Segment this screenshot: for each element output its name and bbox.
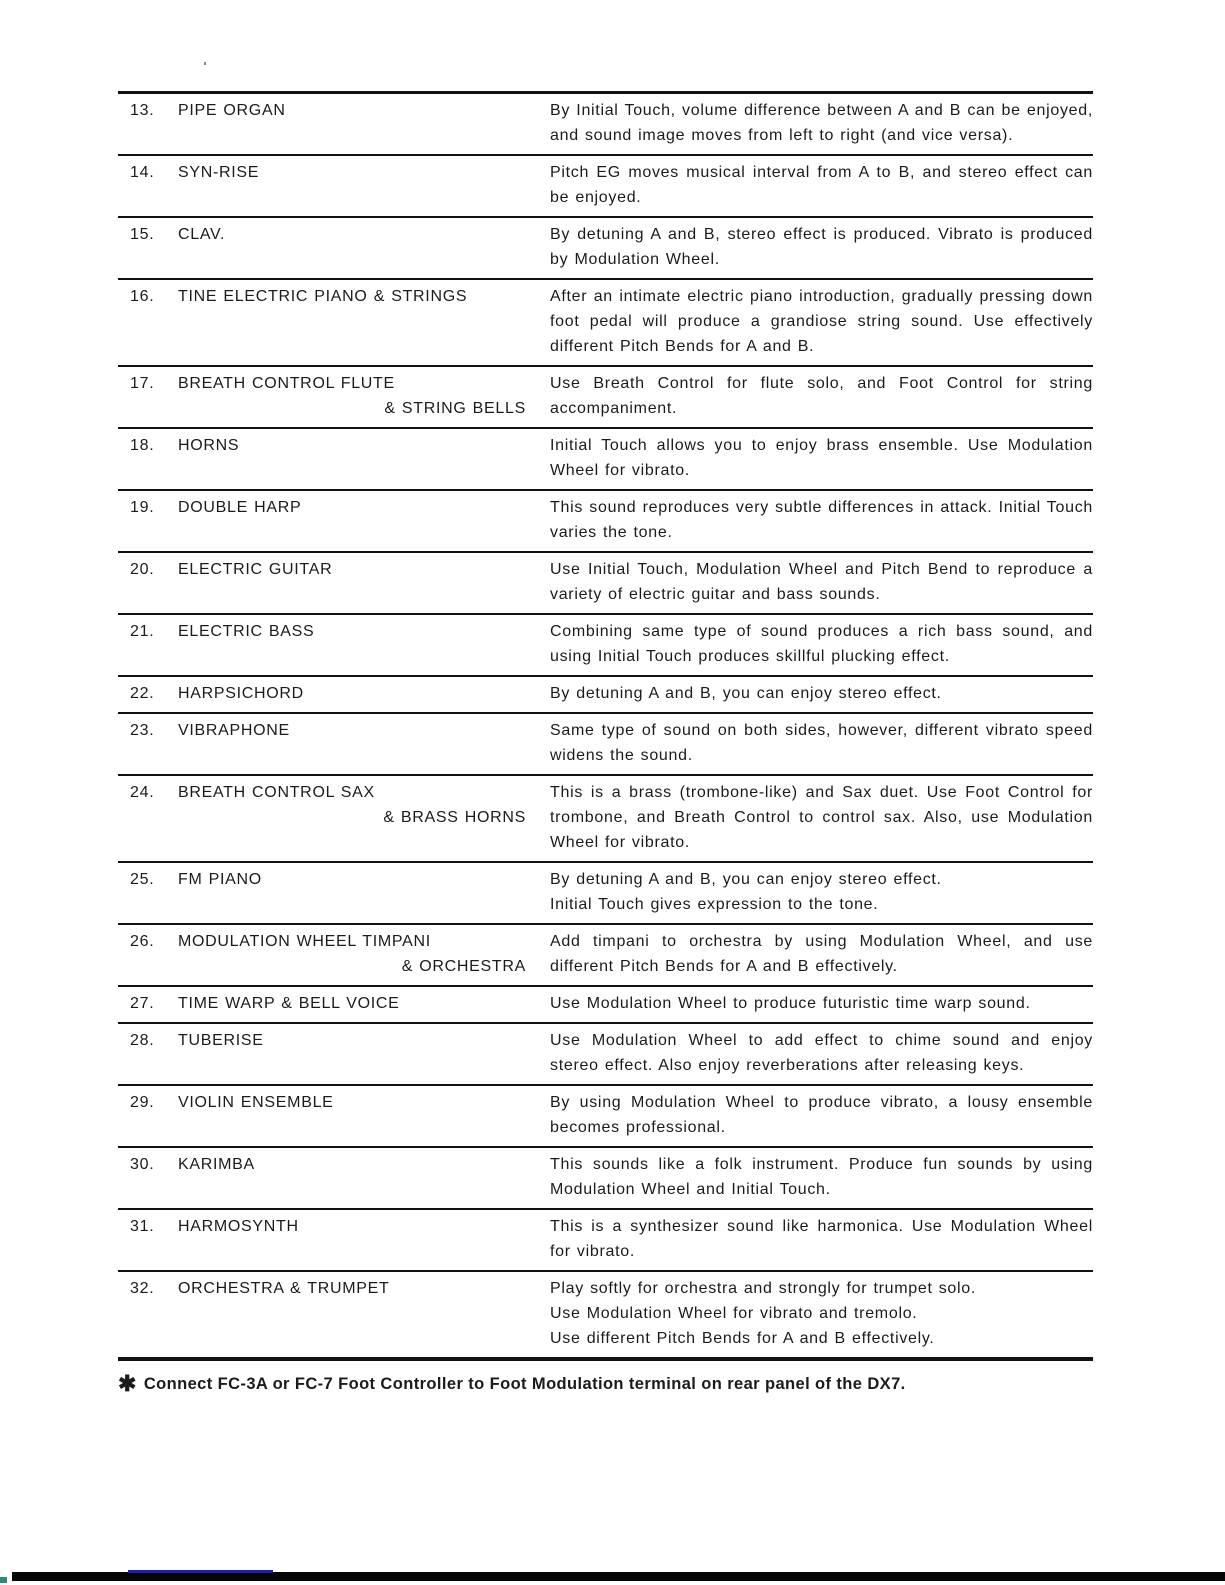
voice-name: VIBRAPHONE	[178, 722, 290, 739]
footnote-text: Connect FC-3A or FC-7 Foot Controller to Foot Modulation terminal on rear panel of the DX7.	[143, 1375, 906, 1393]
voice-name-block	[178, 160, 528, 210]
voice-number: 23.	[130, 722, 155, 739]
description-paragraph: This is a brass (trombone-like) and Sax duet. Use Foot Control for trombone, and Breath Control to control sax. Also, use Modulation Wheel for vibrato.	[550, 784, 1093, 851]
voice-name: KARIMBA	[178, 1156, 255, 1173]
voice-description	[528, 371, 1093, 421]
voice-name: CLAV.	[178, 226, 226, 243]
voice-name: MODULATION WHEEL TIMPANI	[178, 933, 431, 950]
table-row	[118, 1272, 1093, 1361]
voice-name-block	[178, 371, 528, 421]
table-row	[118, 491, 1093, 553]
voice-number: 19.	[130, 499, 155, 516]
voice-name: SYN-RISE	[178, 164, 260, 181]
table-row	[118, 429, 1093, 491]
voice-name-block	[178, 1152, 528, 1202]
description-paragraph: This sounds like a folk instrument. Produce fun sounds by using Modulation Wheel and Initial Touch.	[550, 1156, 1093, 1198]
voice-name: HORNS	[178, 437, 240, 454]
voice-name-block	[178, 1090, 528, 1140]
voice-number: 18.	[130, 437, 155, 454]
voice-description	[528, 557, 1093, 607]
voice-name-block	[178, 718, 528, 768]
table-row	[118, 280, 1093, 367]
voice-description	[528, 1152, 1093, 1202]
voice-name: ELECTRIC GUITAR	[178, 561, 333, 578]
voice-description	[528, 433, 1093, 483]
voice-number: 20.	[130, 561, 155, 578]
voice-description	[528, 619, 1093, 669]
table-row	[118, 1086, 1093, 1148]
voice-description	[528, 222, 1093, 272]
description-paragraph: Initial Touch gives expression to the tone.	[550, 896, 879, 913]
voice-name-block	[178, 1276, 528, 1351]
voice-name: HARPSICHORD	[178, 685, 304, 702]
voice-number: 31.	[130, 1218, 155, 1235]
voice-name: TUBERISE	[178, 1032, 264, 1049]
description-paragraph: Initial Touch allows you to enjoy brass ensemble. Use Modulation Wheel for vibrato.	[550, 437, 1093, 479]
description-paragraph: After an intimate electric piano introduction, gradually pressing down foot pedal will produce a grandiose string sound. Use effectively different Pitch Bends for A and B.	[550, 288, 1093, 355]
table-row	[118, 94, 1093, 156]
voice-name-line2: & ORCHESTRA	[401, 958, 526, 975]
description-paragraph: Play softly for orchestra and strongly for trumpet solo.	[550, 1280, 977, 1297]
table-row	[118, 156, 1093, 218]
table-row	[118, 677, 1093, 714]
voice-description	[528, 929, 1093, 979]
voice-name-block	[178, 557, 528, 607]
voice-name-line2: & STRING BELLS	[384, 400, 526, 417]
voice-description	[528, 991, 1093, 1016]
voice-name-block	[178, 495, 528, 545]
voice-name: ELECTRIC BASS	[178, 623, 315, 640]
voice-number: 21.	[130, 623, 155, 640]
voice-name: BREATH CONTROL SAX	[178, 784, 375, 801]
table-row	[118, 553, 1093, 615]
voice-number: 17.	[130, 375, 155, 392]
asterisk-icon: ✱	[118, 1371, 137, 1396]
voice-name-block	[178, 619, 528, 669]
voice-name-block	[178, 991, 528, 1016]
voice-number: 32.	[130, 1280, 155, 1297]
voice-name-line2: & BRASS HORNS	[383, 809, 526, 826]
voice-name: TINE ELECTRIC PIANO & STRINGS	[178, 288, 468, 305]
table-row	[118, 367, 1093, 429]
description-paragraph: Pitch EG moves musical interval from A to B, and stereo effect can be enjoyed.	[550, 164, 1093, 206]
voice-name: PIPE ORGAN	[178, 102, 286, 119]
voice-name-block	[178, 98, 528, 148]
voice-name-block	[178, 929, 528, 979]
voice-description	[528, 780, 1093, 855]
voice-name: TIME WARP & BELL VOICE	[178, 995, 400, 1012]
voice-name-block	[178, 433, 528, 483]
table-row	[118, 1148, 1093, 1210]
voice-name: ORCHESTRA & TRUMPET	[178, 1280, 390, 1297]
voice-description	[528, 1214, 1093, 1264]
voice-name-block	[178, 1214, 528, 1264]
voice-name-block	[178, 681, 528, 706]
voice-number: 28.	[130, 1032, 155, 1049]
voice-number: 29.	[130, 1094, 155, 1111]
description-paragraph: By Initial Touch, volume difference between A and B can be enjoyed, and sound image moves from left to right (and vice versa).	[550, 102, 1093, 144]
description-paragraph: This sound reproduces very subtle differences in attack. Initial Touch varies the tone.	[550, 499, 1093, 541]
scan-artifact-bar	[12, 1572, 1225, 1581]
voice-description	[528, 1028, 1093, 1078]
voice-number: 22.	[130, 685, 155, 702]
voice-name-block	[178, 222, 528, 272]
voice-description	[528, 160, 1093, 210]
voice-name: VIOLIN ENSEMBLE	[178, 1094, 334, 1111]
voice-description	[528, 98, 1093, 148]
table-row	[118, 987, 1093, 1024]
voice-name: BREATH CONTROL FLUTE	[178, 375, 395, 392]
description-paragraph: Combining same type of sound produces a rich bass sound, and using Initial Touch produces skillful plucking effect.	[550, 623, 1093, 665]
table-row	[118, 863, 1093, 925]
description-paragraph: By detuning A and B, stereo effect is produced. Vibrato is produced by Modulation Wheel.	[550, 226, 1093, 268]
description-paragraph: Use Modulation Wheel to produce futuristic time warp sound.	[550, 995, 1031, 1012]
description-paragraph: By detuning A and B, you can enjoy stereo effect.	[550, 685, 942, 702]
description-paragraph: Use Modulation Wheel for vibrato and tremolo.	[550, 1305, 918, 1322]
description-paragraph: Use Breath Control for flute solo, and Foot Control for string accompaniment.	[550, 375, 1093, 417]
voice-description	[528, 1276, 1093, 1351]
description-paragraph: Use different Pitch Bends for A and B effectively.	[550, 1330, 935, 1347]
table-row	[118, 925, 1093, 987]
voice-name-block	[178, 867, 528, 917]
table-row	[118, 1024, 1093, 1086]
voice-number: 15.	[130, 226, 155, 243]
description-paragraph: By using Modulation Wheel to produce vibrato, a lousy ensemble becomes professional.	[550, 1094, 1093, 1136]
voice-description	[528, 867, 1093, 917]
description-paragraph: Same type of sound on both sides, however, different vibrato speed widens the sound.	[550, 722, 1093, 764]
table-row	[118, 615, 1093, 677]
table-row	[118, 1210, 1093, 1272]
table-row	[118, 218, 1093, 280]
voice-name: FM PIANO	[178, 871, 262, 888]
voice-number: 27.	[130, 995, 155, 1012]
voice-name: DOUBLE HARP	[178, 499, 302, 516]
scan-artifact-corner-dot	[0, 1577, 7, 1583]
voice-number: 24.	[130, 784, 155, 801]
voice-name-block	[178, 1028, 528, 1078]
description-paragraph: By detuning A and B, you can enjoy stereo effect.	[550, 871, 942, 888]
voice-number: 13.	[130, 102, 155, 119]
voice-number: 16.	[130, 288, 155, 305]
table-row	[118, 776, 1093, 863]
description-paragraph: Use Modulation Wheel to add effect to chime sound and enjoy stereo effect. Also enjoy reverberations after releasing keys.	[550, 1032, 1093, 1074]
voice-description	[528, 1090, 1093, 1140]
description-paragraph: Add timpani to orchestra by using Modulation Wheel, and use different Pitch Bends for A and B effectively.	[550, 933, 1093, 975]
voice-description	[528, 681, 1093, 706]
voice-name-block	[178, 780, 528, 855]
voice-table	[118, 91, 1093, 1361]
voice-name: HARMOSYNTH	[178, 1218, 299, 1235]
table-row	[118, 714, 1093, 776]
voice-number: 25.	[130, 871, 155, 888]
description-paragraph: This is a synthesizer sound like harmonica. Use Modulation Wheel for vibrato.	[550, 1218, 1093, 1260]
voice-number: 30.	[130, 1156, 155, 1173]
voice-number: 26.	[130, 933, 155, 950]
scan-artifact-blue-line	[128, 1570, 273, 1573]
voice-name-block	[178, 284, 528, 359]
voice-description	[528, 718, 1093, 768]
document-page	[118, 91, 1093, 1394]
voice-description	[528, 495, 1093, 545]
voice-number: 14.	[130, 164, 155, 181]
scan-artifact-speck	[204, 62, 206, 65]
description-paragraph: Use Initial Touch, Modulation Wheel and Pitch Bend to reproduce a variety of electric guitar and bass sounds.	[550, 561, 1093, 603]
footnote	[118, 1372, 1093, 1394]
voice-description	[528, 284, 1093, 359]
